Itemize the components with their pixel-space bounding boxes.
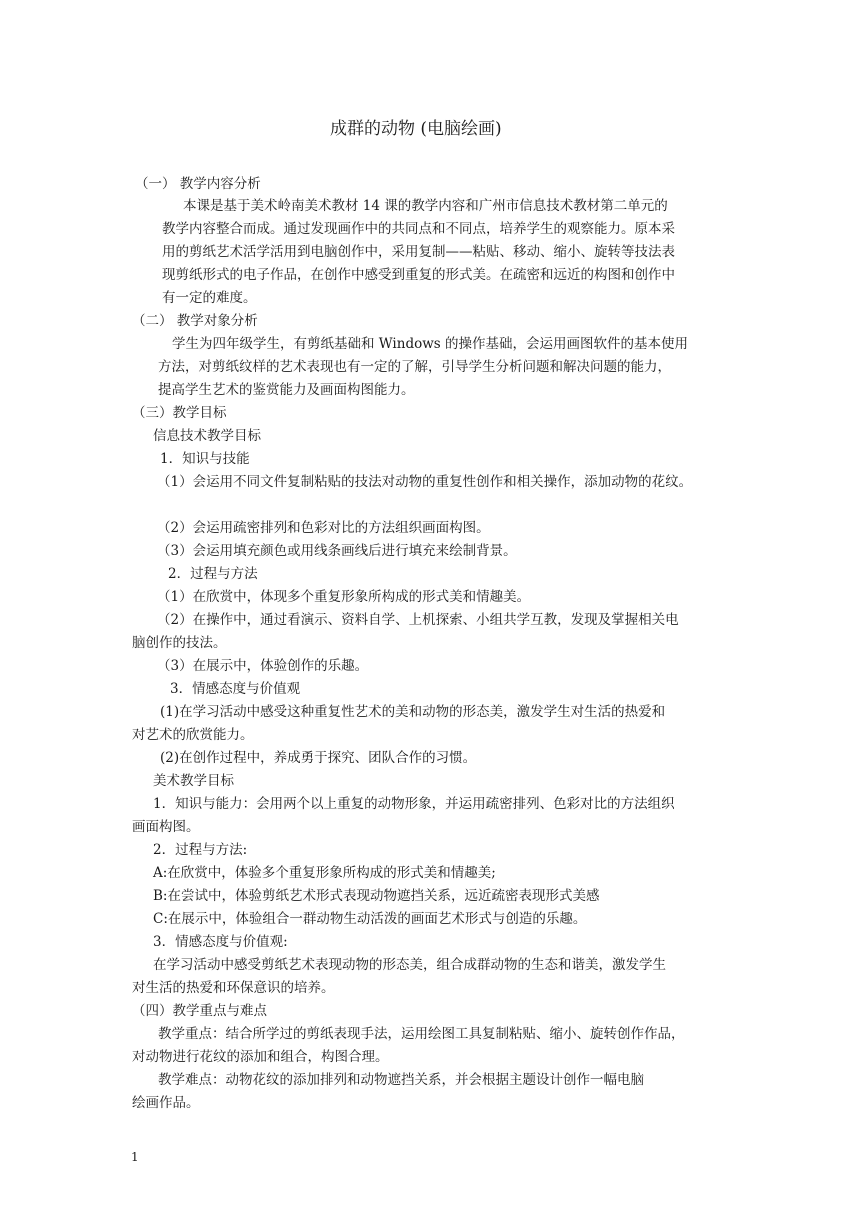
item-heading: 1．知识与技能: [160, 451, 250, 467]
paragraph-line: 本课是基于美术岭南美术教材 14 课的教学内容和广州市信息技术教材第二单元的: [183, 198, 668, 214]
subsection-heading: 美术教学目标: [153, 773, 234, 789]
paragraph-line: 现剪纸形式的电子作品，在创作中感受到重复的形式美。在疏密和远近的构图和创作中: [162, 267, 675, 283]
list-item: （2）在操作中，通过看演示、资料自学、上机探索、小组共学互教，发现及掌握相关电: [157, 612, 679, 628]
subsection-heading: 信息技术教学目标: [153, 428, 261, 444]
list-item: （3）在展示中，体验创作的乐趣。: [157, 658, 369, 674]
paragraph-line: 在学习活动中感受剪纸艺术表现动物的形态美，组合成群动物的生态和谐美，激发学生: [153, 957, 666, 973]
section-heading: （三）教学目标: [132, 405, 227, 421]
section-heading: （二） 教学对象分析: [132, 313, 258, 329]
list-item: （3）会运用填充颜色或用线条画线后进行填充来绘制背景。: [157, 543, 517, 559]
paragraph-line: 教学难点：动物花纹的添加排列和动物遮挡关系，并会根据主题设计创作一幅电脑: [158, 1072, 644, 1088]
list-item: 1．知识与能力：会用两个以上重复的动物形象，并运用疏密排列、色彩对比的方法组织: [153, 796, 675, 812]
item-heading: 3．情感态度与价值观:: [153, 934, 288, 950]
paragraph-line: 对生活的热爱和环保意识的培养。: [132, 980, 335, 996]
section-heading: （一） 教学内容分析: [135, 176, 261, 192]
item-heading: 2．过程与方法: [168, 566, 258, 582]
page-number: 1: [131, 1150, 139, 1164]
section-heading: （四）教学重点与难点: [132, 1003, 267, 1019]
item-heading: 3．情感态度与价值观: [170, 681, 301, 697]
paragraph-line: 提高学生艺术的鉴赏能力及画面构图能力。: [158, 382, 415, 398]
document-title: 成群的动物 (电脑绘画): [330, 119, 502, 139]
paragraph-line: 绘画作品。: [132, 1095, 200, 1111]
list-item: （1）会运用不同文件复制粘贴的技法对动物的重复性创作和相关操作，添加动物的花纹。: [157, 474, 693, 490]
list-item: （2）会运用疏密排列和色彩对比的方法组织画面构图。: [157, 520, 490, 536]
list-item: （1）在欣赏中，体现多个重复形象所构成的形式美和情趣美。: [157, 589, 531, 605]
list-item: B:在尝试中，体验剪纸艺术形式表现动物遮挡关系，远近疏密表现形式美感: [153, 888, 600, 904]
list-item-continued: 画面构图。: [132, 819, 200, 835]
list-item: C:在展示中，体验组合一群动物生动活泼的画面艺术形式与创造的乐趣。: [153, 911, 587, 927]
item-heading: 2．过程与方法:: [153, 842, 248, 858]
paragraph-line: 对动物进行花纹的添加和组合，构图合理。: [132, 1049, 389, 1065]
list-item: (1)在学习活动中感受这种重复性艺术的美和动物的形态美，激发学生对生活的热爱和: [160, 704, 666, 720]
paragraph-line: 学生为四年级学生，有剪纸基础和 Windows 的操作基础，会运用画图软件的基本使用: [172, 336, 688, 352]
list-item-continued: 对艺术的欣赏能力。: [132, 727, 254, 743]
paragraph-line: 用的剪纸艺术活学活用到电脑创作中，采用复制——粘贴、移动、缩小、旋转等技法表: [162, 244, 675, 260]
paragraph-line: 有一定的难度。: [162, 290, 257, 306]
list-item: (2)在创作过程中，养成勇于探究、团队合作的习惯。: [160, 750, 477, 766]
list-item-continued: 脑创作的技法。: [132, 635, 227, 651]
list-item: A:在欣赏中，体验多个重复形象所构成的形式美和情趣美;: [153, 865, 496, 881]
paragraph-line: 教学内容整合而成。通过发现画作中的共同点和不同点，培养学生的观察能力。原本采: [162, 221, 675, 237]
paragraph-line: 教学重点：结合所学过的剪纸表现手法，运用绘图工具复制粘贴、缩小、旋转创作作品，: [158, 1026, 685, 1042]
paragraph-line: 方法，对剪纸纹样的艺术表现也有一定的了解，引导学生分析问题和解决问题的能力，: [158, 359, 671, 375]
